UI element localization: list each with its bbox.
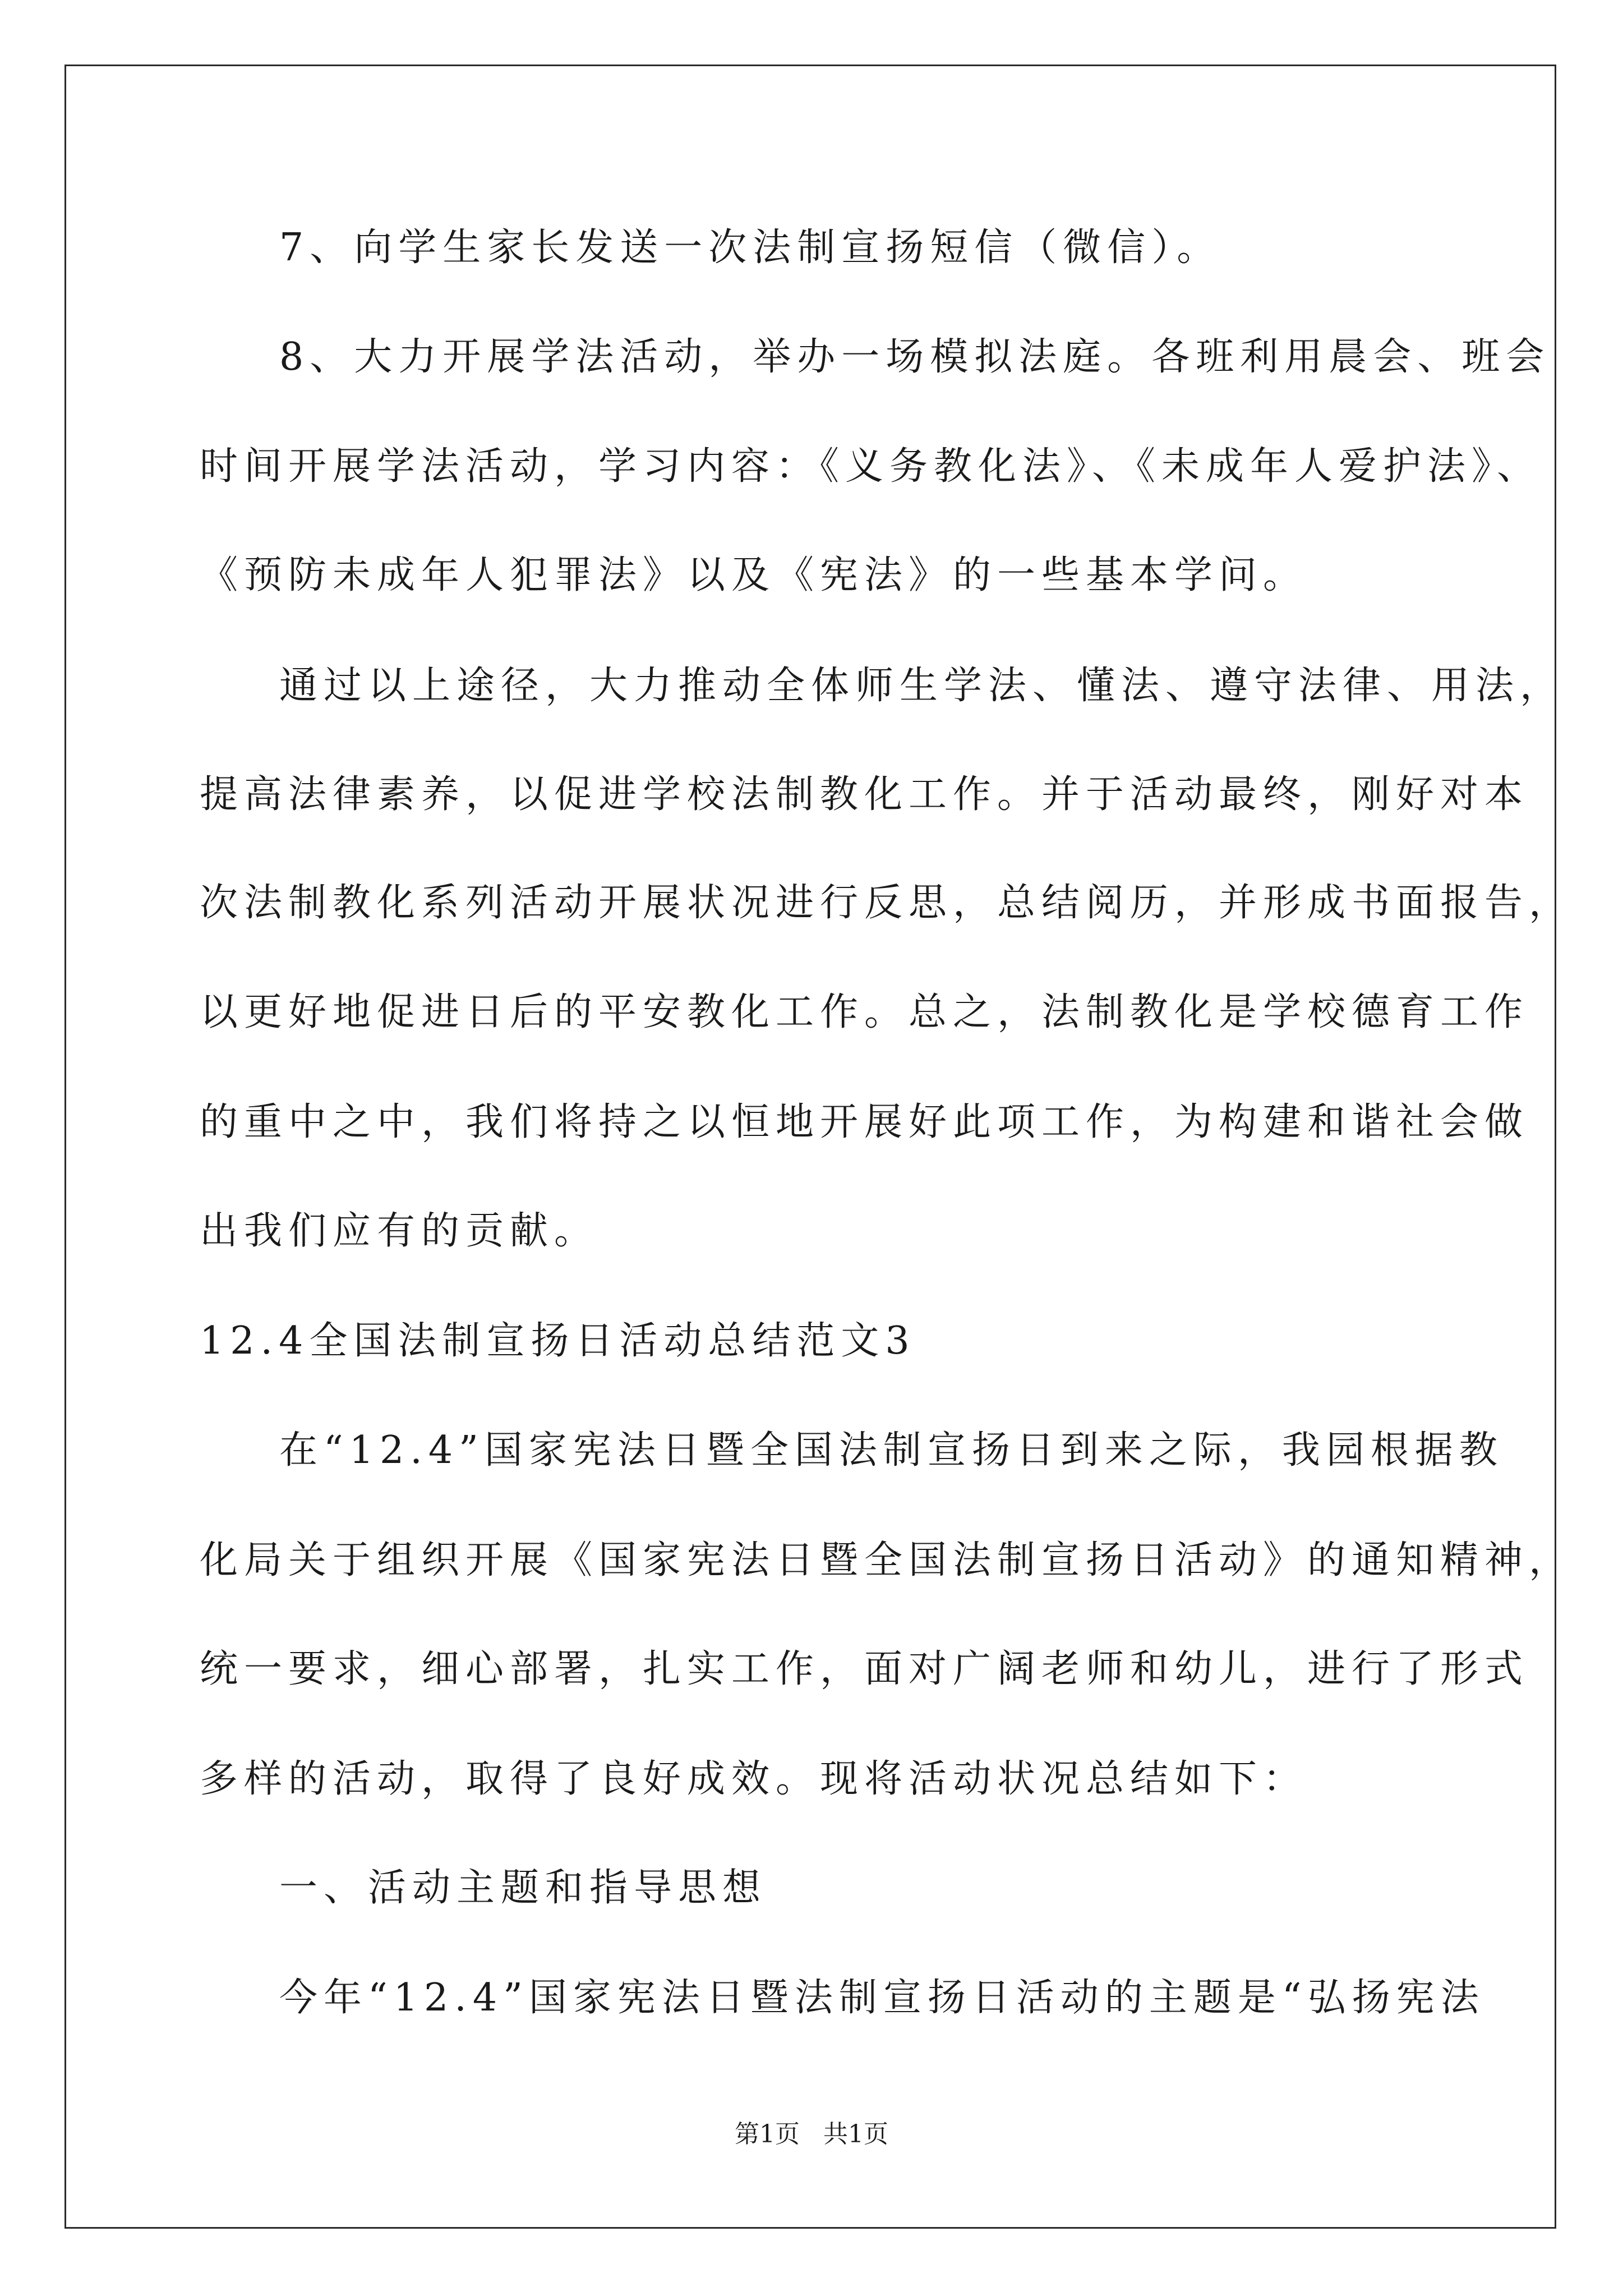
paragraph-line: 统一要求，细心部署，扎实工作，面对广阔老师和幼儿，进行了形式 [200, 1647, 1529, 1691]
paragraph-line: 通过以上途径，大力推动全体师生学法、懂法、遵守法律、用法， [279, 664, 1565, 708]
paragraph-line: 时间开展学法活动，学习内容：《义务教化法》、《未成年人爱护法》、 [200, 444, 1542, 489]
paragraph-line: 化局关于组织开展《国家宪法日暨全国法制宣扬日活动》的通知精神， [200, 1538, 1574, 1582]
paragraph-line: 今年“12.4”国家宪法日暨法制宣扬日活动的主题是“弘扬宪法 [279, 1976, 1485, 2020]
paragraph-line: 的重中之中，我们将持之以恒地开展好此项工作，为构建和谐社会做 [200, 1100, 1529, 1144]
section-heading: 12.4全国法制宣扬日活动总结范文3 [200, 1319, 916, 1363]
paragraph-line: 提高法律素养，以促进学校法制教化工作。并于活动最终，刚好对本 [200, 772, 1529, 817]
paragraph-line: 8、大力开展学法活动，举办一场模拟法庭。各班利用晨会、班会 [279, 335, 1551, 379]
paragraph-line: 《预防未成年人犯罪法》以及《宪法》的一些基本学问。 [200, 553, 1308, 597]
paragraph-line: 出我们应有的贡献。 [200, 1209, 599, 1253]
paragraph-line: 多样的活动，取得了良好成效。现将活动状况总结如下： [200, 1757, 1308, 1801]
paragraph-line: 以更好地促进日后的平安教化工作。总之，法制教化是学校德育工作 [200, 990, 1529, 1034]
page-footer: 第1页 共1页 [735, 2120, 888, 2148]
paragraph-line: 7、向学生家长发送一次法制宣扬短信（微信）。 [279, 226, 1221, 270]
paragraph-line: 在“12.4”国家宪法日暨全国法制宣扬日到来之际，我园根据教 [279, 1428, 1504, 1473]
subsection-heading: 一、活动主题和指导思想 [279, 1866, 767, 1910]
paragraph-line: 次法制教化系列活动开展状况进行反思，总结阅历，并形成书面报告， [200, 881, 1574, 925]
